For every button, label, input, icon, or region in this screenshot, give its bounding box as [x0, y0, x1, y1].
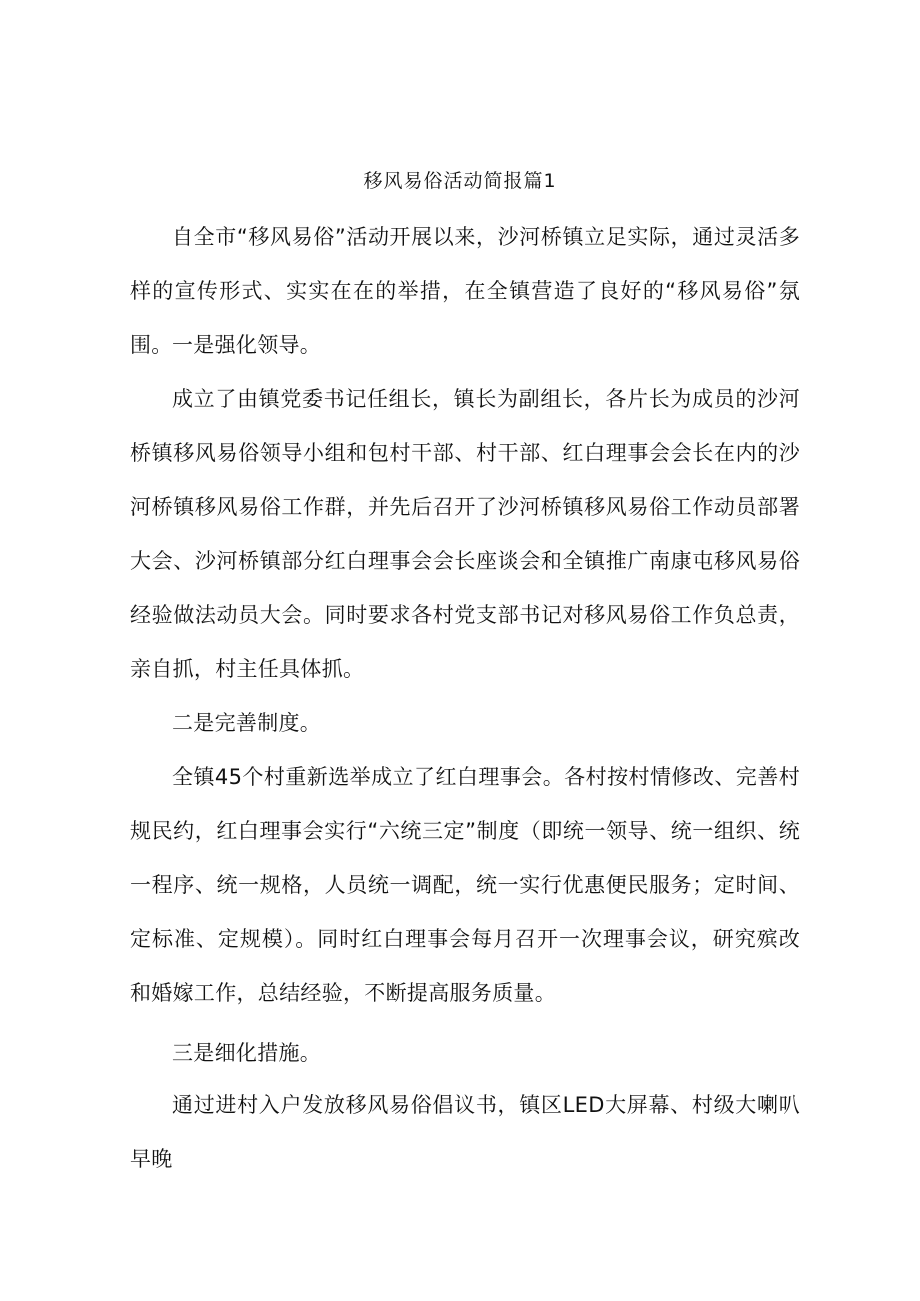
section-heading-2: 二是完善制度。 — [172, 711, 322, 735]
section-body-3: 通过进村入户发放移风易俗倡议书，镇区LED大屏幕、村级大喇叭早晚 — [130, 1093, 800, 1171]
section-body-1: 成立了由镇党委书记任组长，镇长为副组长，各片长为成员的沙河桥镇移风易俗领导小组和包村干部、村干部、红白理事会会长在内的沙河桥镇移风易俗工作群，并先后召开了沙河桥镇移风易俗工作动员部署大会、沙河桥镇部分红白理事会会长座谈会和全镇推广南康屯移风易俗经验做法动员大会。同时要求各村党支部书记对移风易俗工作负总责，亲自抓，村主任具体抓。 — [130, 387, 800, 681]
section-heading-3: 三是细化措施。 — [172, 1041, 322, 1065]
document-title: 移风易俗活动简报篇1 — [363, 170, 557, 192]
intro-paragraph: 自全市“移风易俗”活动开展以来，沙河桥镇立足实际，通过灵活多样的宣传形式、实实在在的举措，在全镇营造了良好的“移风易俗”氛围。 — [130, 225, 800, 357]
section-heading-1: 一是强化领导。 — [172, 333, 322, 357]
section-body-2: 全镇45个村重新选举成立了红白理事会。各村按村情修改、完善村规民约，红白理事会实行“六统三定”制度（即统一领导、统一组织、统一程序、统一规格，人员统一调配，统一实行优惠便民服务；定时间、定标准、定规模）。同时红白理事会每月召开一次理事会议，研究殡改和婚嫁工作，总结经验，不断提高服务质量。 — [130, 765, 800, 1005]
